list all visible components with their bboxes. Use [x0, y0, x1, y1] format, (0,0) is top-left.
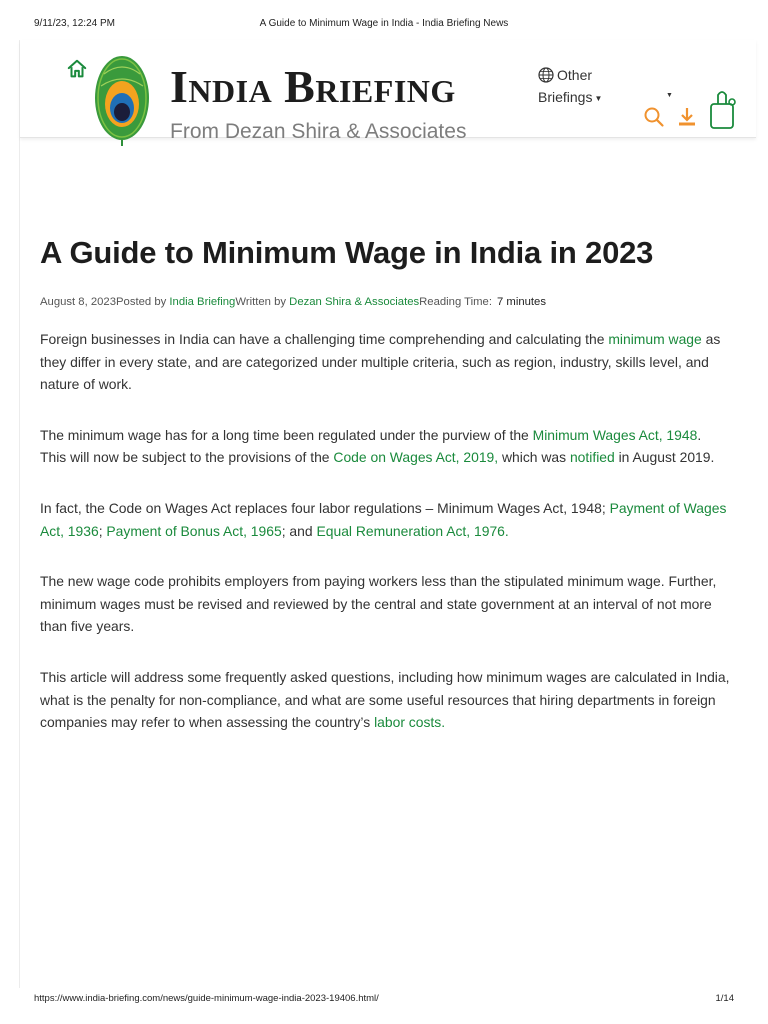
notified-link[interactable]: notified — [569, 449, 615, 466]
brand-subtitle: From Dezan Shira & Associates — [170, 120, 467, 143]
minimum-wage-link[interactable]: minimum wage — [608, 331, 702, 347]
paragraph-text: . — [504, 522, 509, 539]
paragraph-text: which was — [498, 449, 570, 466]
paragraph-text: . This will now be subject to the provisions of the — [40, 426, 702, 466]
paragraph-text: Foreign businesses in India can have a challenging time comprehending and calculating the — [40, 331, 609, 347]
paragraph-text: This article will address some frequently asked questions, including how minimum wages are calculated in India, what is the penalty for non-compliance, and what are some useful resources that hiring departments in foreign companies may refer to when assessing the country’s — [40, 668, 730, 731]
paragraph-2 — [40, 424, 730, 469]
paragraph-text: The new wage code prohibits employers from paying workers less than the stipulated minimum wage. Further, minimum wages must be revised and reviewed by the central and state government at an interval of not more than five years. — [40, 573, 717, 635]
posted-by-link[interactable]: India Briefing — [169, 296, 236, 308]
print-page-number: 1/14 — [715, 993, 734, 1004]
search-icon[interactable] — [643, 106, 665, 128]
peacock-feather-logo-icon[interactable] — [92, 54, 152, 148]
other-briefings-label-2: Briefings — [538, 89, 593, 105]
paragraph-text: In fact, the Code on Wages Act replaces four labor regulations – Minimum Wages Act, 1948; — [40, 499, 610, 516]
brand-name[interactable] — [170, 58, 456, 127]
paragraph-text: . — [441, 714, 446, 731]
paragraph-text: The minimum wage has for a long time been regulated under the purview of the — [40, 426, 533, 443]
payment-of-wages-act-link[interactable]: Payment of Wages Act, 1936 — [40, 499, 727, 539]
other-briefings-label-1: Other — [557, 67, 593, 83]
print-datetime: 9/11/23, 12:24 PM — [34, 18, 115, 29]
article-date: August 8, 2023 — [40, 296, 117, 308]
paragraph-text: ; — [98, 522, 107, 539]
other-briefings-menu[interactable] — [538, 64, 602, 110]
globe-icon — [538, 67, 554, 83]
paragraph-text: ; and — [281, 522, 317, 539]
reading-time-label: Reading Time: — [419, 296, 492, 308]
print-header — [0, 18, 768, 32]
chevron-down-icon: ▼ — [594, 94, 603, 103]
article-meta — [40, 294, 730, 310]
equal-remuneration-act-link[interactable]: Equal Remuneration Act, 1976 — [316, 522, 505, 539]
payment-of-bonus-act-link[interactable]: Payment of Bonus Act, 1965 — [106, 522, 282, 539]
home-icon[interactable] — [66, 58, 88, 80]
print-footer — [0, 993, 768, 1007]
minimum-wages-act-link[interactable]: Minimum Wages Act, 1948 — [532, 426, 698, 443]
reading-time-value: 7 minutes — [496, 296, 546, 308]
site-header — [20, 40, 756, 143]
paragraph-3 — [40, 497, 730, 542]
paragraph-4 — [40, 570, 730, 638]
article-title: A Guide to Minimum Wage in India in 2023 — [40, 235, 654, 270]
article — [40, 232, 730, 734]
print-page-title: A Guide to Minimum Wage in India - India Briefing News — [259, 18, 509, 29]
posted-by-label: Posted by — [116, 296, 170, 308]
paragraph-text: as they differ in every state, and are categorized under multiple criteria, such as region, industry, skills level, and nature of work. — [40, 331, 721, 393]
written-by-link[interactable]: Dezan Shira & Associates — [289, 296, 420, 308]
code-on-wages-link[interactable]: Code on Wages Act, 2019, — [333, 449, 499, 466]
paragraph-text: in August 2019. — [614, 449, 715, 466]
bag-icon[interactable] — [708, 88, 738, 130]
chevron-down-icon[interactable]: ▼ — [666, 92, 673, 99]
print-url: https://www.india-briefing.com/news/guide-minimum-wage-india-2023-19406.html/ — [34, 993, 379, 1004]
paragraph-1 — [40, 328, 730, 396]
paragraph-5 — [40, 666, 730, 734]
brand-name-text: India Briefing — [170, 61, 456, 112]
written-by-label: Written by — [235, 296, 290, 308]
labor-costs-link[interactable]: labor costs — [374, 714, 442, 731]
download-icon[interactable] — [676, 106, 698, 128]
